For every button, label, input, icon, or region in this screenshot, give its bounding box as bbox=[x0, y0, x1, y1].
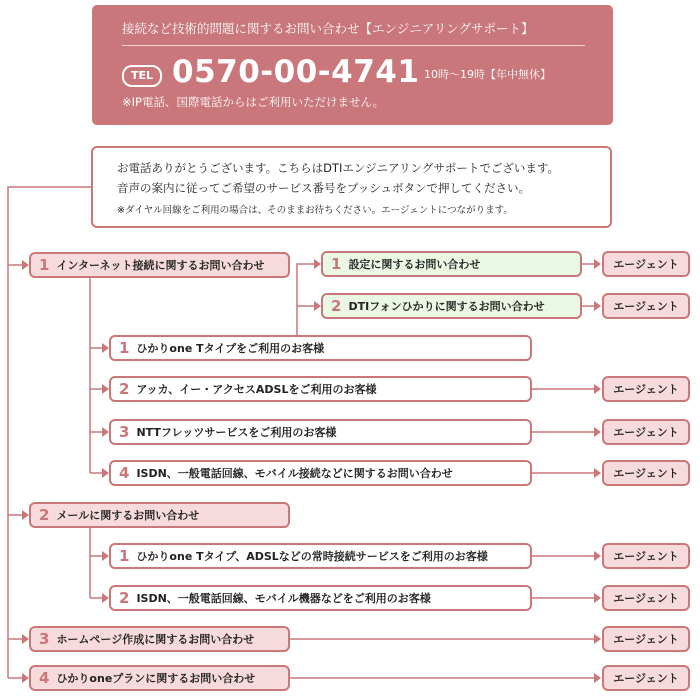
option-mail-broadband[interactable] bbox=[109, 543, 532, 569]
option-number: 4 bbox=[39, 669, 50, 687]
agent-box[interactable]: エージェント bbox=[602, 460, 690, 486]
option-label: NTTフレッツサービスをご利用のお客様 bbox=[136, 426, 337, 439]
category-internet[interactable] bbox=[29, 252, 290, 278]
option-number: 2 bbox=[119, 380, 130, 398]
arrow-head-icon bbox=[22, 634, 29, 644]
category-homepage[interactable] bbox=[29, 626, 290, 652]
option-label: ISDN、一般電話回線、モバイル機器などをご利用のお客様 bbox=[136, 592, 431, 605]
option-number: 3 bbox=[39, 630, 50, 648]
option-label: 設定に関するお問い合わせ bbox=[348, 258, 481, 271]
arrow-head-icon bbox=[314, 301, 321, 311]
option-number: 3 bbox=[119, 423, 130, 441]
tel-badge: TEL bbox=[122, 65, 162, 87]
arrow-head-icon bbox=[314, 259, 321, 269]
arrow-head-icon bbox=[594, 634, 601, 644]
arrow-head-icon bbox=[102, 468, 109, 478]
option-label: ひかりone Tタイプをご利用のお客様 bbox=[136, 342, 325, 355]
option-dti-phone-hikari[interactable] bbox=[321, 293, 582, 319]
category-mail[interactable] bbox=[29, 502, 290, 528]
option-label: アッカ、イー・アクセスADSLをご利用のお客様 bbox=[136, 383, 377, 396]
agent-box[interactable]: エージェント bbox=[602, 251, 690, 277]
option-label: ホームページ作成に関するお問い合わせ bbox=[56, 633, 255, 646]
category-hikari-one-plan[interactable] bbox=[29, 665, 290, 691]
option-internet-adsl[interactable] bbox=[109, 376, 532, 402]
arrow-head-icon bbox=[22, 260, 29, 270]
arrow-head-icon bbox=[594, 301, 601, 311]
option-internet-hikari-one[interactable] bbox=[109, 335, 532, 361]
option-number: 1 bbox=[119, 339, 130, 357]
option-label: インターネット接続に関するお問い合わせ bbox=[56, 259, 265, 272]
header-note: ※IP電話、国際電話からはご利用いただけません。 bbox=[122, 95, 385, 109]
agent-box[interactable]: エージェント bbox=[602, 293, 690, 319]
arrow-head-icon bbox=[102, 343, 109, 353]
agent-box[interactable]: エージェント bbox=[602, 543, 690, 569]
agent-box[interactable]: エージェント bbox=[602, 665, 690, 691]
intro-line-2: 音声の案内に従ってご希望のサービス番号をプッシュボタンで押してください。 bbox=[117, 181, 530, 195]
option-label: ひかりone Tタイプ、ADSLなどの常時接続サービスをご利用のお客様 bbox=[136, 550, 488, 563]
arrow-head-icon bbox=[594, 673, 601, 683]
arrow-head-icon bbox=[594, 468, 601, 478]
arrow-head-icon bbox=[594, 427, 601, 437]
agent-box[interactable]: エージェント bbox=[602, 626, 690, 652]
arrow-head-icon bbox=[594, 593, 601, 603]
option-mail-isdn[interactable] bbox=[109, 585, 532, 611]
arrow-head-icon bbox=[22, 673, 29, 683]
option-label: メールに関するお問い合わせ bbox=[56, 509, 200, 522]
arrow-head-icon bbox=[594, 259, 601, 269]
tel-number: 0570-00-4741 bbox=[172, 54, 420, 90]
option-internet-flets[interactable] bbox=[109, 419, 532, 445]
option-hikari-settings[interactable] bbox=[321, 251, 582, 277]
agent-box[interactable]: エージェント bbox=[602, 419, 690, 445]
option-number: 1 bbox=[119, 547, 130, 565]
option-number: 2 bbox=[39, 506, 50, 524]
arrow-head-icon bbox=[594, 384, 601, 394]
arrow-head-icon bbox=[22, 510, 29, 520]
option-number: 4 bbox=[119, 464, 130, 482]
option-label: ISDN、一般電話回線、モバイル接続などに関するお問い合わせ bbox=[136, 467, 453, 480]
option-number: 1 bbox=[39, 256, 50, 274]
option-label: DTIフォンひかりに関するお問い合わせ bbox=[348, 300, 545, 313]
connector-line bbox=[297, 264, 314, 335]
agent-box[interactable]: エージェント bbox=[602, 585, 690, 611]
arrow-head-icon bbox=[102, 427, 109, 437]
option-internet-isdn[interactable] bbox=[109, 460, 532, 486]
option-number: 2 bbox=[119, 589, 130, 607]
arrow-head-icon bbox=[102, 593, 109, 603]
option-number: 2 bbox=[331, 297, 342, 315]
agent-box[interactable]: エージェント bbox=[602, 376, 690, 402]
business-hours: 10時～19時【年中無休】 bbox=[424, 68, 551, 81]
intro-line-1: お電話ありがとうございます。こちらはDTIエンジニアリングサポートでございます。 bbox=[117, 161, 559, 175]
option-label: ひかりoneプランに関するお問い合わせ bbox=[56, 672, 256, 685]
arrow-head-icon bbox=[102, 384, 109, 394]
arrow-head-icon bbox=[594, 551, 601, 561]
arrow-head-icon bbox=[102, 551, 109, 561]
intro-line-3: ※ダイヤル回線をご利用の場合は、そのままお待ちください。エージェントにつながります。 bbox=[117, 205, 513, 216]
option-number: 1 bbox=[331, 255, 342, 273]
header-title: 接続など技術的問題に関するお問い合わせ【エンジニアリングサポート】 bbox=[122, 21, 534, 36]
